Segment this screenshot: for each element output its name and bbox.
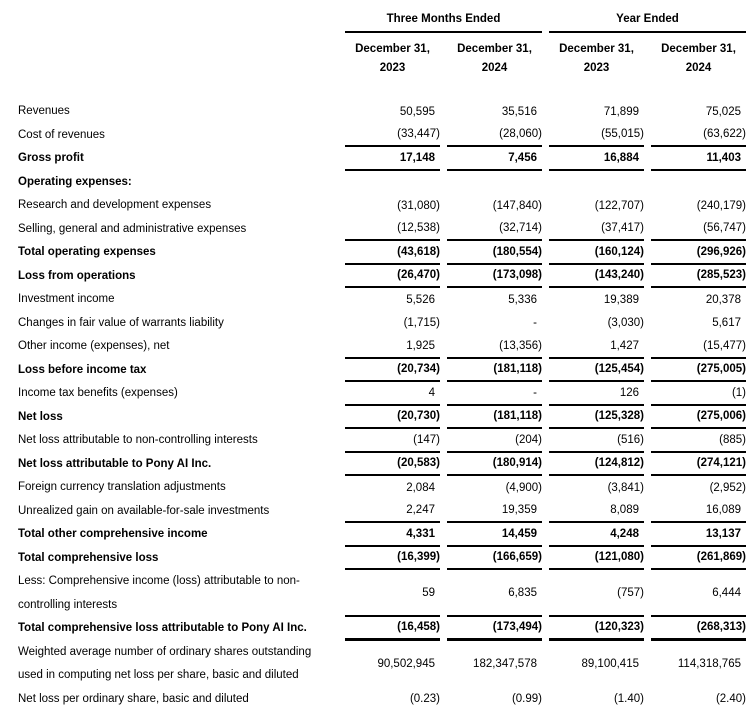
value-cell [447,218,542,242]
period-column-header-3 [549,40,644,78]
value-cell [651,312,746,336]
value-text: 35,516 [501,105,537,118]
value-text: (1) [731,386,746,399]
period-year: 2024 [685,62,712,74]
table-row [18,288,750,312]
table-row [18,570,750,617]
value-cell [651,500,746,524]
value-text: 114,318,765 [677,658,741,670]
row-label: Weighted average number of ordinary shares outstanding used in computing net loss per share, basic and diluted [18,645,312,681]
value-text: 4,331 [406,527,435,540]
value-cell [549,429,644,453]
period-date: December 31, [355,43,430,55]
value-text: (181,118) [493,363,542,376]
value-text: (285,523) [696,269,746,282]
value-cell [447,617,542,641]
value-cell [447,335,542,359]
value-text: (63,622) [703,128,746,141]
row-label: Less: Comprehensive income (loss) attributable to non-controlling interests [18,575,300,611]
value-text: (124,812) [594,457,644,470]
value-cell [447,241,542,265]
value-text: - [533,386,537,399]
value-cell [651,429,746,453]
value-text: (20,730) [397,410,440,423]
value-cell [549,359,644,383]
table-row [18,453,750,477]
value-text: (147,840) [492,199,542,212]
value-text: (180,554) [492,245,542,258]
value-text: 126 [619,386,639,399]
value-cell [549,194,644,218]
value-text: 16,089 [705,504,741,517]
value-text: 50,595 [399,105,435,118]
row-label: Income tax benefits (expenses) [18,387,178,399]
value-cell [447,124,542,148]
value-cell [651,359,746,383]
value-cell [651,547,746,571]
value-text: (240,179) [696,199,746,212]
value-cell [549,100,644,124]
value-text: (26,470) [397,269,440,282]
table-row [18,312,750,336]
row-label: Gross profit [18,152,84,164]
table-row [18,641,750,688]
value-cell [651,688,746,712]
table-row [18,147,750,171]
value-cell [447,359,542,383]
value-text: 2,084 [406,481,435,494]
value-cell [447,429,542,453]
table-row [18,523,750,547]
value-text: 1,427 [610,339,639,352]
table-row [18,124,750,148]
value-cell [345,429,440,453]
table-row [18,218,750,242]
value-cell [345,523,440,547]
value-text: 5,336 [508,293,537,306]
value-text: (56,747) [703,222,746,235]
value-text: 19,359 [501,504,537,517]
value-cell [447,382,542,406]
value-text: 13,137 [705,527,741,540]
period-column-header-1 [345,40,440,78]
value-cell [345,500,440,524]
value-cell [549,453,644,477]
table-row [18,406,750,430]
value-cell [345,406,440,430]
value-cell [651,335,746,359]
value-cell [651,406,746,430]
value-cell [651,570,746,617]
period-year: 2024 [481,62,508,74]
value-cell [447,100,542,124]
value-cell [447,147,542,171]
value-text: (125,454) [594,363,644,376]
value-cell [651,147,746,171]
row-label: Foreign currency translation adjustments [18,481,226,493]
value-cell [549,124,644,148]
value-cell [447,265,542,289]
value-text: (20,583) [397,457,440,470]
value-text: (28,060) [499,128,542,141]
value-text: (3,841) [607,481,644,494]
value-text: 75,025 [705,105,741,118]
value-cell [345,641,440,688]
value-cell [549,265,644,289]
value-cell [651,100,746,124]
value-cell [345,241,440,265]
table-row [18,335,750,359]
row-label: Loss from operations [18,269,136,282]
value-cell [447,641,542,688]
value-cell [447,570,542,617]
value-cell [447,500,542,524]
value-text: (516) [617,433,644,446]
value-cell [345,265,440,289]
value-cell [549,147,644,171]
value-cell [345,100,440,124]
value-text: 11,403 [706,151,741,164]
value-text: 7,456 [508,151,537,164]
value-text: 17,148 [399,151,435,164]
value-text: (12,538) [397,222,440,235]
value-text: (274,121) [696,457,746,470]
value-text: (43,618) [397,245,440,258]
value-text: 8,089 [610,504,639,517]
value-text: (2.40) [715,693,746,706]
row-label: Other income (expenses), net [18,340,170,352]
period-date: December 31, [661,43,736,55]
table-row [18,359,750,383]
value-text: 6,444 [712,586,741,599]
value-cell [651,171,746,195]
period-year: 2023 [583,62,610,74]
value-text: (166,659) [492,551,542,564]
value-cell [651,218,746,242]
value-cell [447,406,542,430]
period-column-header-4 [651,40,746,78]
value-text: (885) [719,433,746,446]
table-row [18,500,750,524]
value-cell [549,523,644,547]
value-text: (16,458) [397,621,440,634]
label-column-spacer [18,13,338,33]
value-cell [651,641,746,688]
table-row [18,100,750,124]
value-text: 182,347,578 [473,658,537,670]
label-column-spacer [18,40,338,78]
value-text: (1,715) [403,317,440,330]
value-text: (0.99) [511,693,542,706]
value-text: (173,098) [492,269,542,282]
value-text: 14,459 [501,527,537,540]
value-cell [651,124,746,148]
col-group-three-months-ended: Three Months Ended [345,13,542,33]
row-label: Net loss per ordinary share, basic and diluted [18,692,249,705]
table-row [18,265,750,289]
column-group-header [18,13,750,33]
value-cell [345,288,440,312]
value-text: (0.23) [409,693,440,706]
value-text: (120,323) [594,621,644,634]
value-text: (261,869) [696,551,746,564]
table-row [18,241,750,265]
value-text: (33,447) [397,128,440,141]
value-cell [651,288,746,312]
value-text: (37,417) [601,222,644,235]
value-text: (15,477) [703,339,746,352]
row-label: Total operating expenses [18,246,156,258]
value-text: (32,714) [499,222,542,235]
value-cell [345,335,440,359]
period-date: December 31, [559,43,634,55]
value-cell [651,382,746,406]
value-text: - [533,317,537,330]
row-label: Research and development expenses [18,199,212,211]
table-row [18,382,750,406]
value-text: (122,707) [594,199,644,212]
table-row [18,547,750,571]
value-text: (3,030) [607,317,644,330]
row-label: Unrealized gain on available-for-sale investments [18,504,270,517]
value-text: (296,926) [696,245,746,258]
value-cell [447,523,542,547]
value-text: 20,378 [705,293,741,306]
row-label: Net loss [18,410,63,423]
value-cell [549,335,644,359]
value-cell [651,265,746,289]
value-cell [345,570,440,617]
value-cell [549,688,644,712]
value-text: 89,100,415 [581,658,639,670]
row-label: Loss before income tax [18,363,147,376]
period-year: 2023 [379,62,406,74]
row-label: Total other comprehensive income [18,528,208,540]
value-text: (268,313) [696,621,746,634]
value-cell [549,406,644,430]
statement-rows [18,100,750,711]
row-label: Investment income [18,293,115,305]
value-cell [447,453,542,477]
value-text: (160,124) [594,245,644,258]
value-text: (181,118) [493,410,542,423]
value-cell [345,194,440,218]
value-cell [549,218,644,242]
table-row [18,171,750,195]
value-cell [345,312,440,336]
value-cell [549,617,644,641]
value-cell [345,453,440,477]
row-label: Changes in fair value of warrants liability [18,316,224,329]
row-label: Total comprehensive loss attributable to Pony AI Inc. [18,622,307,634]
value-cell [345,688,440,712]
value-cell [447,688,542,712]
value-text: (173,494) [492,621,542,634]
col-group-year-ended: Year Ended [549,13,746,33]
value-text: 2,247 [406,504,435,517]
value-text: (4,900) [505,481,542,494]
value-cell [549,288,644,312]
value-text: (143,240) [594,269,644,282]
value-cell [345,382,440,406]
row-label: Net loss attributable to non-controlling interests [18,434,258,446]
value-cell [549,500,644,524]
value-cell [447,312,542,336]
value-text: (180,914) [492,457,542,470]
value-text: (757) [617,586,644,599]
value-cell [651,617,746,641]
value-cell [651,453,746,477]
value-text: 1,925 [406,339,435,352]
row-label: Cost of revenues [18,128,105,141]
value-text: 71,899 [603,105,639,118]
value-text: (121,080) [594,551,644,564]
value-cell [651,241,746,265]
row-label: Selling, general and administrative expenses [18,222,247,235]
table-row [18,688,750,712]
table-row [18,476,750,500]
table-row [18,429,750,453]
value-text: (147) [413,433,440,446]
value-cell [549,382,644,406]
value-text: (31,080) [397,199,440,212]
row-label: Total comprehensive loss [18,551,159,564]
value-text: 6,835 [508,586,537,599]
value-text: 16,884 [603,151,639,164]
value-text: 4 [428,386,435,399]
value-cell [549,476,644,500]
value-text: 59 [422,586,435,599]
value-cell [345,476,440,500]
value-text: (13,356) [499,339,542,352]
value-text: (55,015) [601,128,644,141]
row-label: Revenues [18,105,70,117]
value-cell [651,476,746,500]
value-text: (20,734) [397,363,440,376]
value-cell [651,194,746,218]
value-text: 4,248 [610,527,639,540]
value-cell [549,312,644,336]
value-text: (275,005) [696,363,746,376]
value-text: (1.40) [613,693,644,706]
value-cell [345,218,440,242]
value-text: (16,399) [397,551,440,564]
value-cell [345,617,440,641]
value-text: 19,389 [603,293,639,306]
value-cell [345,547,440,571]
column-date-header [18,40,750,78]
table-row [18,194,750,218]
value-text: 5,526 [406,293,435,306]
value-text: (125,328) [594,410,644,423]
value-cell [345,147,440,171]
value-cell [447,476,542,500]
value-cell [345,359,440,383]
value-text: 5,617 [712,317,741,330]
value-text: (204) [515,433,542,446]
value-text: 90,502,945 [377,658,435,670]
value-cell [345,124,440,148]
period-column-header-2 [447,40,542,78]
value-cell [549,547,644,571]
value-cell [651,523,746,547]
value-text: (275,006) [696,410,746,423]
table-row [18,617,750,641]
value-text: (2,952) [709,481,746,494]
value-cell [549,171,644,195]
value-cell [345,171,440,195]
value-cell [447,171,542,195]
value-cell [447,547,542,571]
value-cell [549,641,644,688]
period-date: December 31, [457,43,532,55]
value-cell [549,570,644,617]
row-label: Net loss attributable to Pony AI Inc. [18,457,212,470]
row-label: Operating expenses: [18,175,132,188]
value-cell [447,194,542,218]
value-cell [549,241,644,265]
value-cell [447,288,542,312]
